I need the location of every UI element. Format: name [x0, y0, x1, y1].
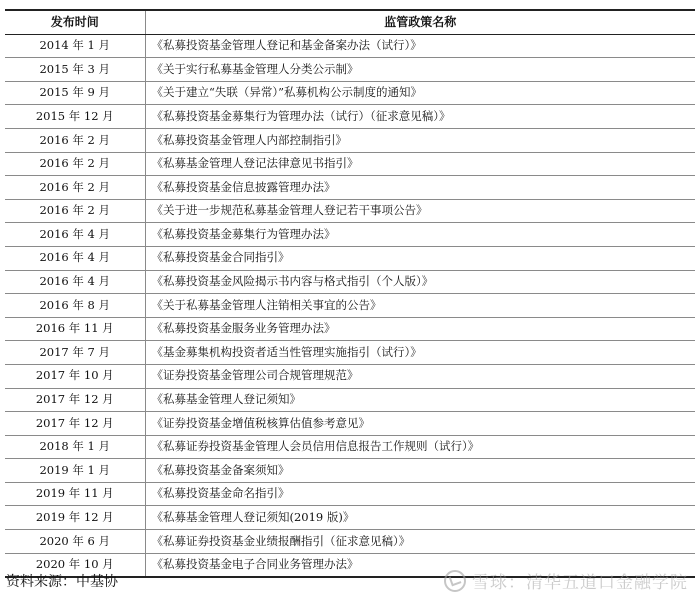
table-row: [5, 388, 695, 412]
watermark-text: 雪球：清华五道口金融学院: [472, 573, 688, 593]
row-policy-name: 《私募证券投资基金业绩报酬指引（征求意见稿）》: [145, 530, 695, 554]
row-policy-name: 《私募证券投资基金管理人会员信用信息报告工作规则（试行）》: [145, 435, 695, 459]
row-date: 2016 年 2 月: [5, 152, 145, 176]
row-policy-name: 《私募投资基金信息披露管理办法》: [145, 176, 695, 200]
row-policy-name: 《私募基金管理人登记法律意见书指引》: [145, 152, 695, 176]
row-policy-name: 《关于私募基金管理人注销相关事宜的公告》: [145, 294, 695, 318]
row-policy-name: 《私募基金管理人登记须知(2019 版)》: [145, 506, 695, 530]
row-policy-name: 《关于进一步规范私募基金管理人登记若干事项公告》: [145, 199, 695, 223]
table-row: [5, 341, 695, 365]
row-policy-name: 《基金募集机构投资者适当性管理实施指引（试行）》: [145, 341, 695, 365]
table-row: [5, 81, 695, 105]
table-row: [5, 412, 695, 436]
snowball-logo-icon: [444, 570, 466, 592]
row-policy-name: 《证券投资基金管理公司合规管理规范》: [145, 364, 695, 388]
table-row: [5, 530, 695, 554]
row-policy-name: 《私募投资基金电子合同业务管理办法》: [145, 553, 695, 577]
row-policy-name: 《私募投资基金合同指引》: [145, 246, 695, 270]
table-row: [5, 270, 695, 294]
row-date: 2016 年 4 月: [5, 270, 145, 294]
row-date: 2020 年 10 月: [5, 553, 145, 577]
row-date: 2017 年 12 月: [5, 388, 145, 412]
row-date: 2018 年 1 月: [5, 435, 145, 459]
table-header-row: [5, 10, 695, 34]
row-date: 2016 年 2 月: [5, 199, 145, 223]
row-policy-name: 《私募投资基金管理人内部控制指引》: [145, 128, 695, 152]
table-row: [5, 506, 695, 530]
table-row: [5, 435, 695, 459]
row-date: 2017 年 10 月: [5, 364, 145, 388]
row-date: 2017 年 7 月: [5, 341, 145, 365]
table-row: [5, 459, 695, 483]
row-date: 2016 年 4 月: [5, 246, 145, 270]
row-date: 2016 年 2 月: [5, 176, 145, 200]
table-row: [5, 364, 695, 388]
row-policy-name: 《证券投资基金增值税核算估值参考意见》: [145, 412, 695, 436]
policy-table: [5, 9, 695, 578]
table-row: [5, 223, 695, 247]
table-row: [5, 34, 695, 58]
header-date: 发布时间: [5, 10, 145, 34]
row-policy-name: 《私募投资基金风险揭示书内容与格式指引（个人版）》: [145, 270, 695, 294]
table-row: [5, 199, 695, 223]
row-date: 2016 年 2 月: [5, 128, 145, 152]
row-date: 2017 年 12 月: [5, 412, 145, 436]
table-row: [5, 58, 695, 82]
table-row: [5, 176, 695, 200]
row-date: 2016 年 4 月: [5, 223, 145, 247]
row-date: 2019 年 1 月: [5, 459, 145, 483]
header-policy-name: 监管政策名称: [145, 10, 695, 34]
table-row: [5, 105, 695, 129]
row-date: 2016 年 11 月: [5, 317, 145, 341]
table-row: [5, 482, 695, 506]
row-date: 2016 年 8 月: [5, 294, 145, 318]
row-date: 2019 年 12 月: [5, 506, 145, 530]
table-row: [5, 246, 695, 270]
row-date: 2020 年 6 月: [5, 530, 145, 554]
table-row: [5, 317, 695, 341]
row-date: 2015 年 9 月: [5, 81, 145, 105]
row-date: 2015 年 12 月: [5, 105, 145, 129]
source-note: 资料来源：中基协: [6, 574, 118, 590]
row-policy-name: 《私募投资基金备案须知》: [145, 459, 695, 483]
row-policy-name: 《私募投资基金募集行为管理办法（试行）（征求意见稿）》: [145, 105, 695, 129]
table-row: [5, 294, 695, 318]
row-policy-name: 《关于建立“失联（异常）”私募机构公示制度的通知》: [145, 81, 695, 105]
row-date: 2015 年 3 月: [5, 58, 145, 82]
table-row: [5, 152, 695, 176]
watermark: [444, 568, 688, 593]
row-policy-name: 《私募投资基金命名指引》: [145, 482, 695, 506]
row-policy-name: 《私募投资基金管理人登记和基金备案办法（试行）》: [145, 34, 695, 58]
row-policy-name: 《私募基金管理人登记须知》: [145, 388, 695, 412]
row-policy-name: 《关于实行私募基金管理人分类公示制》: [145, 58, 695, 82]
table-row: [5, 128, 695, 152]
row-policy-name: 《私募投资基金募集行为管理办法》: [145, 223, 695, 247]
row-date: 2019 年 11 月: [5, 482, 145, 506]
row-date: 2014 年 1 月: [5, 34, 145, 58]
row-policy-name: 《私募投资基金服务业务管理办法》: [145, 317, 695, 341]
